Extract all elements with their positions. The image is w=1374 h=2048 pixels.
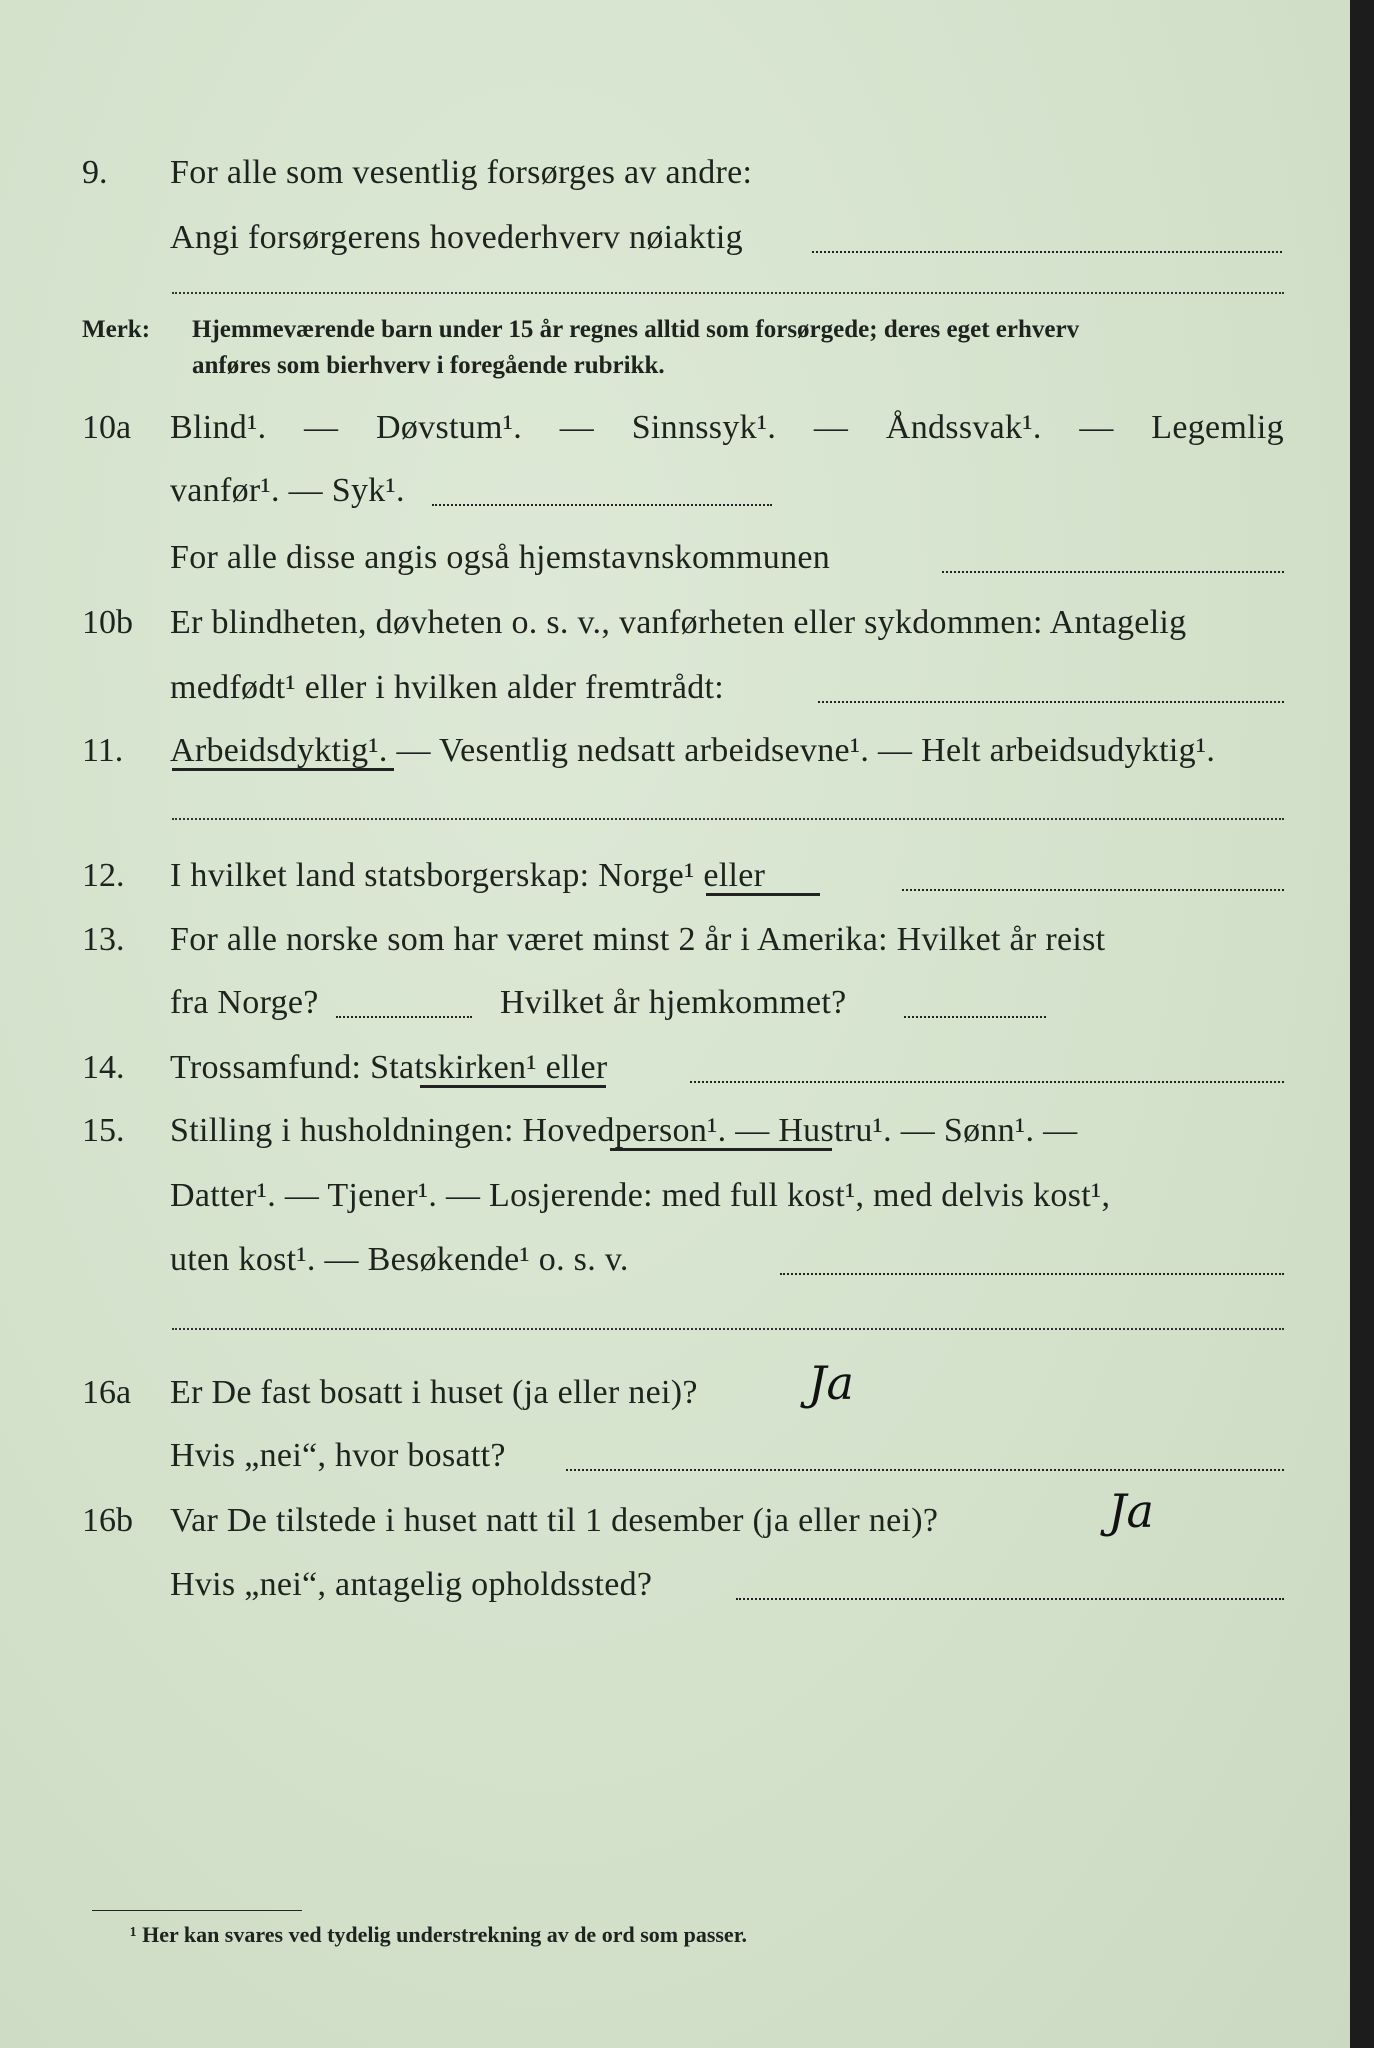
- q10a-number: 10a: [82, 409, 132, 446]
- q16a-line1: [0, 1356, 1350, 1420]
- q14-handwritten-underline: [420, 1085, 606, 1088]
- q10a-option-legemlig: Legemlig: [1151, 409, 1284, 446]
- q10a-text-3: For alle disse angis også hjemstavnskommunen: [170, 539, 831, 576]
- q10b-text-2: medfødt¹ eller i hvilken alder fremtrådt:: [170, 669, 725, 706]
- q10b-text-1: Er blindheten, døvheten o. s. v., vanførheten eller sykdommen: Antagelig: [170, 604, 1187, 641]
- q14-line1: [0, 1035, 1350, 1095]
- merk-text-2: anføres som bierhverv i foregående rubrikk.: [192, 352, 665, 379]
- q9-answer-line: [812, 251, 1282, 253]
- q10b-line2: [0, 655, 1350, 715]
- q10a-option-andssvak: Åndssvak¹.: [885, 409, 1042, 446]
- q11-handwritten-underline: [172, 768, 394, 771]
- q14-answer-line: [690, 1081, 1284, 1083]
- q11-text-1: Arbeidsdyktig¹. — Vesentlig nedsatt arbeidsevne¹. — Helt arbeidsudyktig¹.: [170, 732, 1216, 769]
- q9-line1: [0, 140, 1350, 200]
- q10a-hjemstavn-line: [942, 571, 1284, 573]
- merk-label: Merk:: [82, 316, 151, 343]
- q10a-options: [170, 409, 1284, 447]
- q13-reist-line: [336, 1016, 472, 1018]
- q9-text-1: For alle som vesentlig forsørges av andre:: [170, 154, 753, 191]
- q15-text-1: Stilling i husholdningen: Hovedperson¹. — Hustru¹. — Sønn¹. —: [170, 1112, 1078, 1149]
- q10a-text-2: vanfør¹. — Syk¹.: [170, 472, 405, 509]
- q12-handwritten-underline: [706, 893, 820, 896]
- q9-line2: [0, 205, 1350, 265]
- q16a-line2: [0, 1423, 1350, 1483]
- q15-text-2: Datter¹. — Tjener¹. — Losjerende: med full kost¹, med delvis kost¹,: [170, 1177, 1111, 1214]
- dash: —: [1079, 409, 1114, 446]
- q16b-line1: [0, 1484, 1350, 1548]
- q16a-answer-line: [566, 1469, 1284, 1471]
- q14-text-1: Trossamfund: Statskirken¹ eller: [170, 1049, 608, 1086]
- q9-text-2: Angi forsørgerens hovederhverv nøiaktig: [170, 219, 743, 256]
- q15-line3: [0, 1227, 1350, 1287]
- q13-text-1: For alle norske som har været minst 2 år i Amerika: Hvilket år reist: [170, 921, 1106, 958]
- q10b-answer-line: [818, 701, 1284, 703]
- q14-number: 14.: [82, 1049, 125, 1086]
- q16b-number: 16b: [82, 1502, 133, 1539]
- q10a-option-dovstum: Døvstum¹.: [376, 409, 523, 446]
- q15-answer-line: [780, 1273, 1284, 1275]
- q10a-line2: [0, 458, 1350, 518]
- q13-text-2b: Hvilket år hjemkommet?: [500, 984, 847, 1021]
- q12-text-1: I hvilket land statsborgerskap: Norge¹ eller: [170, 857, 766, 894]
- q9-number: 9.: [82, 154, 108, 191]
- q16b-text-2: Hvis „nei“, antagelig opholdssted?: [170, 1566, 653, 1603]
- scan-edge: [1350, 0, 1374, 2048]
- q10a-line1: [0, 395, 1350, 455]
- q15-number: 15.: [82, 1112, 125, 1149]
- q12-line1: [0, 843, 1350, 903]
- q10b-line1: [0, 590, 1350, 650]
- q16b-handwritten-answer: Ja: [1108, 1484, 1154, 1538]
- q15-line1: [0, 1098, 1350, 1158]
- q16a-text-2: Hvis „nei“, hvor bosatt?: [170, 1437, 506, 1474]
- q15-line2: [0, 1163, 1350, 1223]
- q16a-text-1: Er De fast bosatt i huset (ja eller nei)?: [170, 1374, 698, 1411]
- q9-answer-line-2: [172, 292, 1284, 294]
- q13-line2: [0, 970, 1350, 1030]
- q16a-number: 16a: [82, 1374, 132, 1411]
- q10a-answer-line: [432, 504, 772, 506]
- q10a-line3: [0, 525, 1350, 585]
- q13-hjemkommet-line: [904, 1016, 1046, 1018]
- q15-answer-line-2: [172, 1328, 1284, 1330]
- q11-number: 11.: [82, 732, 124, 769]
- q16a-handwritten-answer: Ja: [808, 1356, 854, 1410]
- q13-number: 13.: [82, 921, 125, 958]
- q12-answer-line: [902, 889, 1284, 891]
- q10b-number: 10b: [82, 604, 133, 641]
- q15-handwritten-underline: [610, 1148, 832, 1151]
- dash: —: [813, 409, 849, 446]
- q11-answer-line: [172, 818, 1284, 820]
- q10a-option-sinnssyk: Sinnssyk¹.: [631, 409, 777, 446]
- q11-line1: [0, 718, 1350, 778]
- q10a-option-blind: Blind¹.: [170, 409, 267, 446]
- footnote-text: ¹ Her kan svares ved tydelig understrekning av de ord som passer.: [130, 1922, 747, 1947]
- q16b-answer-line: [736, 1598, 1284, 1600]
- q16b-text-1: Var De tilstede i huset natt til 1 desember (ja eller nei)?: [170, 1502, 939, 1539]
- dash: —: [559, 409, 595, 446]
- dash: —: [304, 409, 339, 446]
- q13-line1: [0, 907, 1350, 967]
- q13-text-2a: fra Norge?: [170, 984, 319, 1021]
- footnote-separator: [92, 1910, 302, 1911]
- q12-number: 12.: [82, 857, 125, 894]
- merk-text-1: Hjemmeværende barn under 15 år regnes alltid som forsørgede; deres eget erhverv: [192, 316, 1080, 343]
- q16b-line2: [0, 1552, 1350, 1612]
- q15-text-3: uten kost¹. — Besøkende¹ o. s. v.: [170, 1241, 629, 1278]
